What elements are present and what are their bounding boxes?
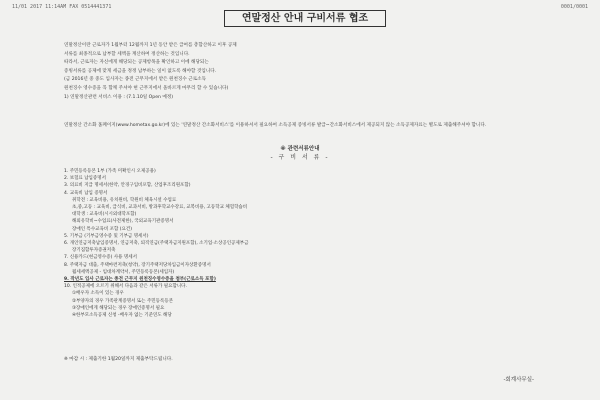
list-item: ②부양자의 경우 가족관계증명서 또는 주민등록등본 bbox=[72, 298, 174, 304]
list-item: 대학생 : 교육비(시시외대학포함) bbox=[72, 212, 137, 218]
list-item: ①배우자 소득이 있는 경우 bbox=[72, 291, 124, 297]
list-item: 취학전 : 교육비용, 유치원비, 학원비 체육시설 수업료 bbox=[72, 197, 177, 203]
intro-paragraph bbox=[64, 42, 544, 94]
list-item: 장기집합투자증권저축 bbox=[72, 248, 116, 254]
contact-note: 1) 연말정산관련 서비스 이용 : (7.1.10일 Open 예정) bbox=[64, 95, 174, 100]
website-note: 연말정산 간소화 홈페이지(www.hometax.go.kr)에 있는 '연말정산 간소화서비스'를 이용하셔서 필요하여 소득공제 증빙서류 발급~간소화서비스에서 제공되지 않는 소득공제자료는 별도로 제출해주셔야 합니다. bbox=[64, 123, 487, 128]
signature: -회계사무실- bbox=[503, 377, 534, 383]
required-documents-list bbox=[64, 168, 544, 319]
list-item: 장애인 특수교육비 포함 (요건) bbox=[72, 226, 132, 232]
intro-line: (금 2016년 중 중도 입사자는 종전 근무지에서 받은 원천징수 근로소득 bbox=[64, 77, 207, 83]
footnote: ※ 마감 시 : 제출기한 1월20일까지 제출부탁드립니다. bbox=[64, 357, 173, 362]
section-subtitle: - 구 비 서 류 - bbox=[270, 154, 330, 161]
list-item: 8. 주택자금 대출, 주택마련저축(청약), 장기주택저당차입금이자상환증명서 bbox=[64, 262, 211, 268]
list-item: ④한부모소득공제 신청 -배우자 없는 기준연도 해당 bbox=[72, 313, 172, 319]
list-item: 5. 기부금 (기부금영수증 및 기부금 명세서) bbox=[64, 233, 149, 239]
fax-header-right: 0001/0001 bbox=[560, 4, 588, 10]
list-item: 월세세액공제 - 임대차계약서, 주민등록등본(세입자) bbox=[72, 269, 175, 275]
list-item: 1. 주민등록등본 1부 (가족 미확인시 오제공용) bbox=[64, 169, 156, 174]
intro-line: 따라서, 근로자는 자신에게 해당되는 공제항목을 확인하고 이에 해당되는 bbox=[64, 60, 209, 66]
list-item: 초,중,고등 : 교육비, 급식비, 교과서비, 방과후학교수강료, 교복비용, 고등학교 체험학습비 bbox=[72, 205, 248, 211]
intro-line: 서류를 최종적으로 납부할 세액을 계산하여 정산하는 것입니다. bbox=[64, 51, 190, 57]
list-item: 10. 인적공제에 오르기 위해서 다음과 같은 서류가 필요합니다. bbox=[64, 284, 187, 290]
list-item: 9. 작년도 입사 근로자는 종전 근무지 원천징수영수증을 첨부(근로소득 포함) bbox=[64, 277, 216, 283]
intro-line: 증빙서류를 공제에 맞게 세금을 정정 납부하는 일이 없도록 해야할 것입니다. bbox=[64, 68, 217, 74]
fax-header-left: 11/01 2017 11:14AM FAX 0514441371 bbox=[12, 4, 112, 10]
list-item: 2. 보험료 납입증명서 bbox=[64, 176, 106, 182]
intro-line: 연말정산이란 근로자가 1월부터 12월까지 1년 동안 받은 급여를 총합산하고 이후 공제 bbox=[64, 43, 237, 48]
section-title: ※ 관련서류안내 bbox=[280, 146, 320, 152]
document-title: 연말정산 안내 구비서류 협조 bbox=[224, 10, 386, 27]
list-item: ③장애인에게 해당되는 경우 장애인증명서 필요 bbox=[72, 305, 165, 311]
list-item: 해외유학비~수업료(사전제한), 국외교육기관증명서 bbox=[72, 219, 174, 225]
list-item: 6. 개인연금저축납입증명서, 연금저축, 퇴직연금(주택자금지원포함), 소기업·소상공인공제부금 bbox=[64, 241, 249, 247]
intro-line: 원천징수 영수증을 꼭 함께 주셔야 현 근무지에서 올바르게 마무리 할 수 있습니다) bbox=[64, 85, 229, 91]
list-item: 4. 교육비 납입 증명서 bbox=[64, 190, 108, 196]
list-item: 3. 의료비 지급 명세서(한약, 안경구입비포함, 산업후조리원포함) bbox=[64, 183, 191, 189]
list-item: 7. 신용카드(현금영수증) 사용 명세서 bbox=[64, 255, 137, 261]
